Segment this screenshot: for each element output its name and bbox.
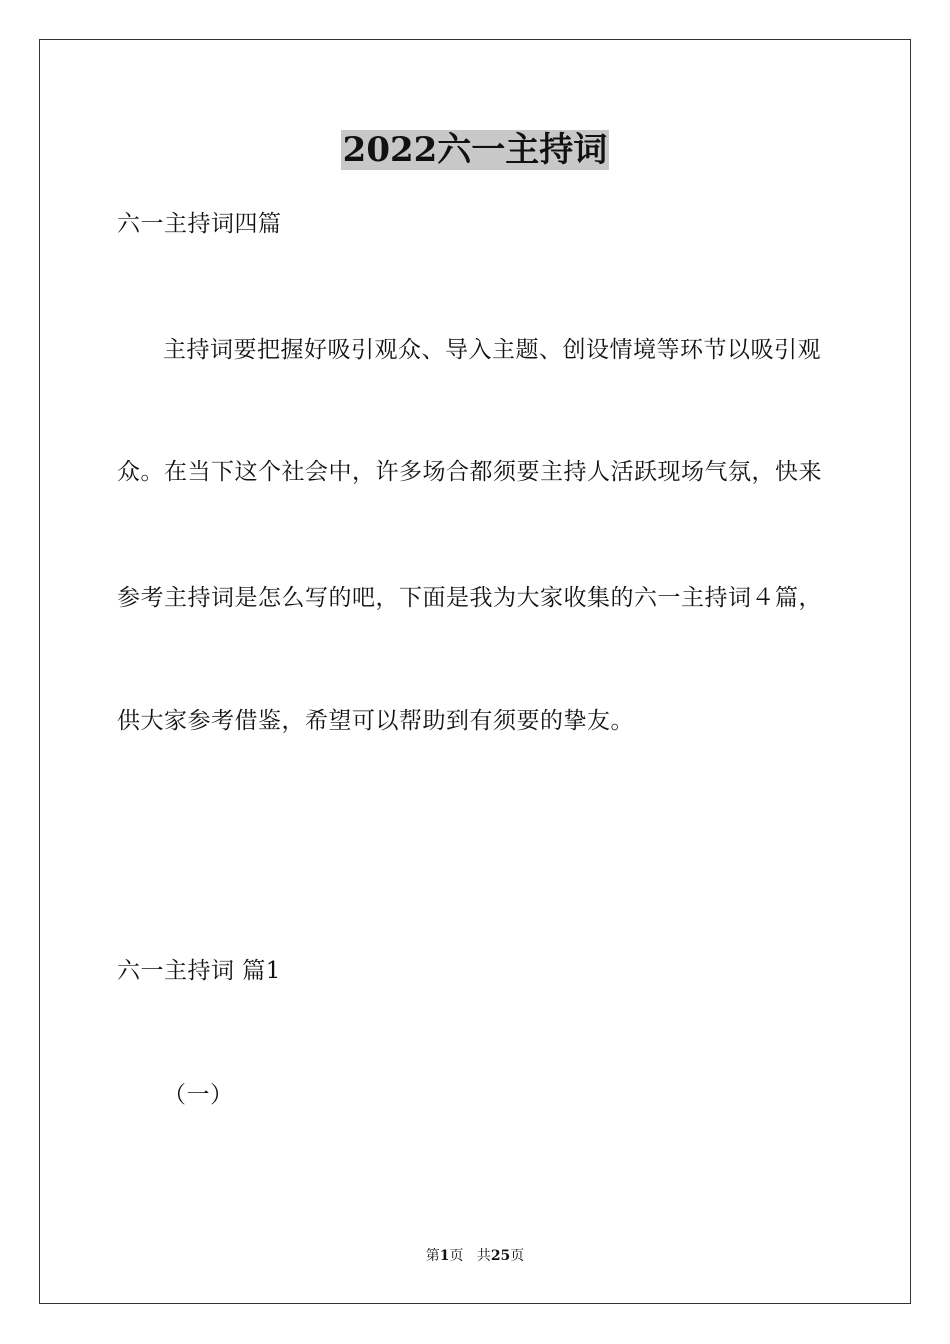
footer-page-prefix: 第 [425, 1248, 440, 1264]
footer-total-suffix: 页 [510, 1248, 525, 1264]
intro-paragraph-line-4: 供大家参考借鉴，希望可以帮助到有须要的挚友。 [117, 708, 634, 734]
section-heading: 六一主持词 篇1 [117, 958, 281, 984]
page-footer [0, 1247, 950, 1265]
intro-paragraph-line-3: 参考主持词是怎么写的吧，下面是我为大家收集的六一主持词４篇， [117, 585, 822, 611]
footer-total-pages: 25 [490, 1248, 511, 1264]
document-title-text: 2022六一主持词 [342, 130, 608, 170]
section-marker: （一） [163, 1082, 234, 1108]
document-subtitle: 六一主持词四篇 [117, 211, 282, 237]
document-title [0, 128, 950, 172]
footer-page-number: 1 [439, 1248, 450, 1264]
intro-paragraph-line-1: 主持词要把握好吸引观众、导入主题、创设情境等环节以吸引观 [163, 337, 821, 363]
footer-page-suffix: 页 [449, 1248, 464, 1264]
intro-paragraph-line-2: 众。在当下这个社会中，许多场合都须要主持人活跃现场气氛，快来 [117, 459, 822, 485]
footer-total-prefix: 共 [476, 1248, 491, 1264]
